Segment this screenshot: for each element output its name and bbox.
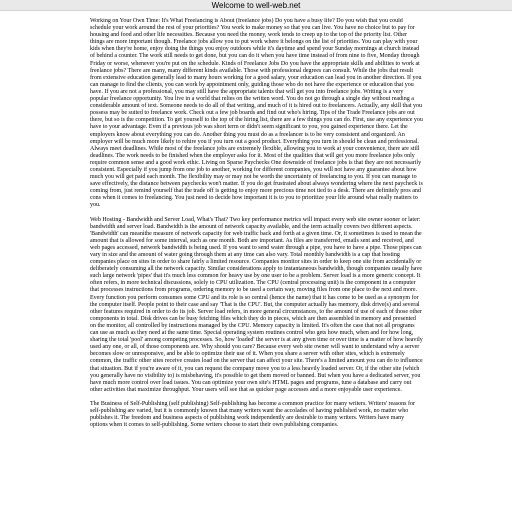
welcome-banner	[0, 0, 512, 11]
article-self-publishing: The Business of Self-Publishing (self publishing) Self-publishing has become a common practice for many writers. Writers' reasons for self-publishing are varied, but it is commonly known that many writers want the accolades of having published work, no matter who publishes it. The freedom and business aspects of publishing work independently are desirable to many writers. Writers have many options when it comes to self-publishing. Some writers choose to start their own publishing companies.	[90, 400, 415, 429]
welcome-banner-text: Welcome to well-web.net	[211, 1, 301, 10]
article-content	[90, 18, 423, 512]
article-web-hosting: Web Hosting - Bandwidth and Server Load, What's That? Two key performance metrics will impact every web site owner sooner or later: bandwidth and server load. Bandwidth is the amount of network capacity available, and the term actually covers two different aspects. 'Bandwidth' can meanìthe measure of network capacity for web traffic back and forth at a given time. Or, it sometimes is used to mean the amount that is allowed for some interval, such as one month. Both are important. As files are transferred, emails sent and received, and web pages accessed, network bandwidth is being used. If you want to send water through a pipe, you have to have a pipe. Those pipes can vary in size and the amount of water going through them at any time can also vary. Total monthly bandwidth is a cap that hosting companies place on sites in order to share fairly a limited resource. Companies monitor sites in order to keep one site from accidentally or deliberately consuming all the network capacity. Similar considerations apply to instantaneous bandwidth, though companies usually have such large network 'pipes' that it's much less common for heavy use by one user to be a problem. Server load is a more generic concept. It often refers, in more technical discussions, solely to CPU utilization. The CPU (central processing unit) is the component in a computer that processes instructions from programs, ordering memory to be used a certain way, moving files from one place to the next and more. Every function you perform consumes some CPU and its role is so central (hence the name) that it has come to be used as a synonym for the computer itself. People point to their case and say 'That is the CPU'. But, the computer actually has memory, disk drive(s) and several other features required in order to do its job. Server load refers, in more general circumstances, to the amount of use of each of those other components in total. Disk drives can be busy fetching files which they do in pieces, which are then assembled in memory and presented on the monitor, all controlled by instructions managed by the CPU. Memory capacity is limited. It's often the case that not all programs can use as much as they need at the same time. Special operating system routines control who gets how much, when and for how long, sharing the total 'pool' among competing processes. So, how 'loaded' the server is at any given time or over time is a matter of how heavily used any one, or all, of those components are. Why should you care? Because every web site owner will want to understand why a server becomes slow or unresponsive, and be able to optimize their use of it. When you share a server with other sites, which is extremely common, the traffic other sites receive creates load on the server that can affect your site. There's a limited amount you can do to influence that situation. But if you're aware of it, you can request the company move you to a less heavily loaded server. Or, if the other site (which you generally have no visibility to) is misbehaving, it's possible to get them moved or banned. But when you have a dedicated server, you have much more control over load issues. You can optimize your own site's HTML pages and programs, tune a database and carry out other activities that maximize throughput. Your users will see that as quicker page accesses and a more enjoyable user experience.	[90, 216, 423, 393]
article-freelance-jobs: Working on Your Own Time: It's What Freelancing is About (freelance jobs) Do you have a busy life? Do you wish that you could schedule your work around the rest of your priorities? You work to make money so that you can live. You have no choice but to pay for housing and food and other life necessities. Because you need the money, work tends to creep up to the top of the priority list. Other things are more important though. Freelance jobs allow you to put work where it belongs on the list of priorities. You can play with your kids when they're home, enjoy doing the things you enjoy outdoors while it's daytime and spend your Sunday mornings at church instead of behind a counter. The work still needs to get done, but you can do it when you have time instead of from nine to five, Monday through Friday or worse, whenever you're put on the schedule. Kinds of Freelance Jobs Do you have the appropriate skills and abilities to work at freelance jobs? There are many, many different kinds available. Those with professional degrees can consult. While the jobs that result from extensive education generally lead to many hours working for a good salary, your education can lead you in another direction. If you can manage to find the clients, you can work by appointment only, guiding those who do not have the experience or education that you have. If you are not a professional, you may still have the appropriate talents that will get you into freelance jobs. Writing is a very popular freelance opportunity. You live in a world that relies on the written word. You do not go through a single day without reading a considerable amount of text. Someone needs to do all of that writing, and much of it is hired out to freelancers. Actually, any skill that you possess may be suited to freelance work. Check out a few job boards and find out who's hiring. Tips of the Trade Freelance jobs are out there, but so is the competition. To get yourself to the top of the hiring list, there are a few things you can do. First, use any experience you have to your advantage. Even if a previous job was short term or didn't seem significant to you, you gained experience there. Let the employers know about everything you can do. Another thing you must do as a freelancer is to be very consistent and organized. An employer will be much more likely to rehire you if you turn out a good product. Everything you turn in should be clean and professional. Always meet deadlines. While most of the freelance jobs are extremely flexible, allowing you to work at your convenience, there are still deadlines. The work needs to be finished when the employer asks for it. Most of the qualities that will get you more freelance jobs only require common sense and a good work ethic. Living on Sparse Paychecks One downside of freelance jobs is that they are not necessarily consistent. Especially if you jump from one job to another, working for different companies, you will not have any guarantee about how much you will get paid each month. The flexibility may or may not be worth the uncertainty of freelancing to you. If you can manage to save effectively, the distance between paychecks won't matter. If you do get frustrated about always wondering where the next paycheck is coming from, just remind yourself that the trade off is getting to enjoy more precious time not tied to a desk. There are definitely pros and cons when it comes to freelancing. You just need to decide how important it is to you to prioritize your life around what really matters to you.	[90, 18, 423, 209]
